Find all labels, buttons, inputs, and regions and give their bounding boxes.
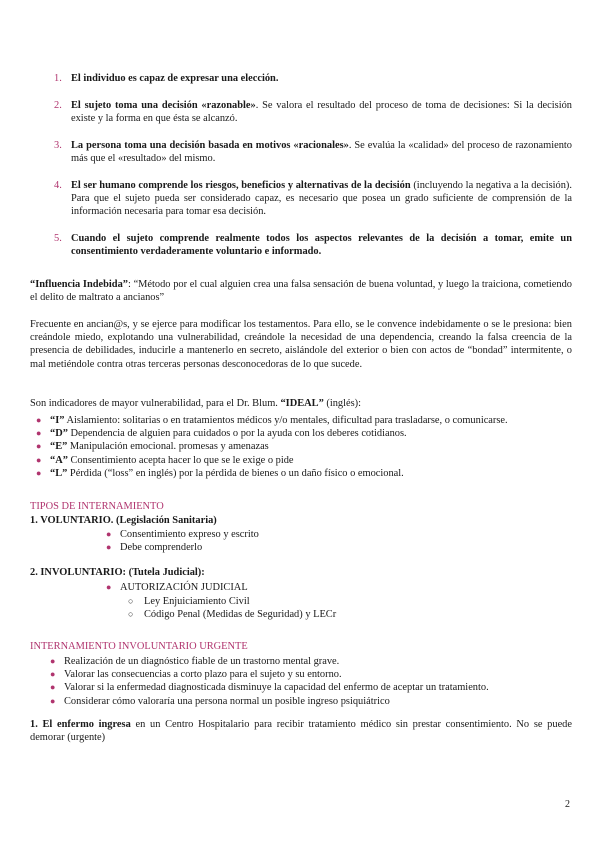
ideal-text: Dependencia de alguien para cuidados o por la ayuda con los deberes cotidianos.: [67, 428, 407, 440]
involuntario-subitem-text: Ley Enjuiciamiento Civil: [144, 596, 250, 607]
ideal-text: Aislamiento: solitarias o en tratamientos médicos y/o mentales, dificultad para trasladarse, o comunicarse.: [64, 415, 508, 426]
voluntario-item-text: Consentimiento expreso y escrito: [120, 529, 259, 540]
ideal-item: [30, 454, 572, 467]
ideal-text: Pérdida (“loss” en inglés) por la pérdida de bienes o un daño físico o emocional.: [67, 467, 404, 479]
criterion-bold: La persona toma una decisión basada en motivos «racionales»: [71, 139, 349, 151]
criterion-number: 2.: [54, 99, 62, 111]
criterion-bold: El ser humano comprende los riesgos, beneficios y alternativas de la decisión: [71, 179, 411, 191]
ideal-letter: “D”: [50, 428, 68, 440]
criterion-text: . Se valora el resultado del proceso de toma de decisiones: Si la decisión existe y la forma en que ésta se alcanzó.: [71, 99, 572, 124]
ideal-text: Manipulación emocional. promesas y amenazas: [67, 441, 269, 453]
criterion-text: . Se evalúa la «calidad» del proceso de razonamiento más que el «resultado» del mismo.: [71, 139, 572, 164]
criterion-item: [54, 232, 572, 258]
ideal-letter: “L”: [50, 467, 68, 479]
criterion-item: [54, 179, 572, 219]
ideal-item: [30, 467, 572, 480]
voluntario-item: [100, 528, 570, 541]
involuntario-item-text: AUTORIZACIÓN JUDICIAL: [120, 582, 248, 593]
ideal-letter: “E”: [50, 441, 68, 453]
bullet-icon: ●: [36, 415, 42, 425]
ideal-intro: [30, 397, 572, 410]
urgente-item: [44, 695, 570, 708]
urgente-item: [44, 668, 570, 681]
involuntario-subitem: [128, 608, 568, 621]
bullet-icon: ●: [50, 695, 56, 706]
ingreso-text: en un Centro Hospitalario para recibir tratamiento médico sin prestar consentimiento. No se puede demorar (urgente): [30, 719, 572, 744]
urgente-item-text: Considerar cómo valoraría una persona normal un posible ingreso psiquiátrico: [64, 695, 390, 707]
criterion-bold: El sujeto toma una decisión «razonable»: [71, 99, 256, 111]
bullet-icon: ●: [50, 682, 56, 693]
tipos-heading: TIPOS DE INTERNAMIENTO: [30, 501, 164, 512]
criterion-number: 3.: [54, 139, 62, 151]
criterion-number: 4.: [54, 179, 62, 191]
bullet-icon: ●: [50, 669, 56, 680]
criterion-item: [54, 139, 572, 165]
criterion-text: (incluyendo la negativa a la decisión). Para que el sujeto pueda ser considerado capaz, es necesario que posea un grado suficiente de comprensión de la información necesaria para tomar esa decisión.: [71, 179, 572, 217]
bullet-icon: ●: [106, 542, 112, 553]
ideal-intro-end: (inglés):: [323, 398, 362, 409]
involuntario-sublist: [128, 595, 568, 621]
voluntario-item-text: Debe comprenderlo: [120, 542, 203, 554]
bullet-icon: ●: [106, 529, 112, 539]
bullet-icon: ●: [36, 467, 42, 478]
criterion-item: [54, 99, 572, 125]
page-number: 2: [565, 799, 570, 810]
ideal-letter: “A”: [50, 454, 68, 466]
bullet-icon: ●: [50, 656, 56, 666]
bullet-icon: ●: [106, 582, 112, 592]
ingreso-paragraph: [30, 718, 572, 744]
urgente-item-text: Realización de un diagnóstico fiable de un trastorno mental grave.: [64, 656, 340, 667]
voluntario-title: [30, 514, 572, 527]
circle-bullet-icon: ○: [128, 596, 134, 606]
urgente-list: [44, 655, 570, 708]
involuntario-subitem: [128, 595, 568, 608]
ideal-item: [30, 440, 572, 453]
ideal-item: [30, 414, 572, 427]
urgente-heading: INTERNAMIENTO INVOLUNTARIO URGENTE: [30, 641, 248, 652]
criterion-number: 5.: [54, 232, 62, 244]
urgente-item-text: Valorar las consecuencias a corto plazo para el sujeto y su entorno.: [64, 669, 342, 681]
ideal-text: Consentimiento acepta hacer lo que se le exige o pide: [67, 454, 294, 466]
bullet-icon: ●: [36, 454, 42, 465]
urgente-item: [44, 655, 570, 668]
bullet-icon: ●: [36, 441, 42, 452]
voluntario-list: [100, 528, 570, 554]
criterion-item: [54, 72, 572, 85]
voluntario-item: [100, 541, 570, 554]
urgente-item-text: Valorar si la enfermedad diagnosticada disminuye la capacidad del enfermo de aceptar un tratamiento.: [64, 682, 489, 694]
voluntario-title-text: 1. VOLUNTARIO. (Legislación Sanitaria): [30, 515, 217, 526]
capacity-criteria-list: [54, 72, 572, 272]
criterion-bold: El individuo es capaz de expresar una elección.: [71, 73, 279, 84]
involuntario-list: [100, 581, 570, 594]
influencia-term: “Influencia Indebida”: [30, 279, 128, 290]
circle-bullet-icon: ○: [128, 609, 134, 620]
involuntario-title-text: 2. INVOLUNTARIO: (Tutela Judicial):: [30, 567, 205, 578]
involuntario-title: [30, 566, 572, 579]
ideal-intro-text: Son indicadores de mayor vulnerabilidad, para el Dr. Blum.: [30, 398, 281, 409]
urgente-item: [44, 681, 570, 694]
ideal-list: [30, 414, 572, 480]
frecuente-paragraph: Frecuente en ancian@s, y se ejerce para modificar los testamentos. Para ello, se le convence indebidamente o se le presiona: bien creándole miedo, explotando una vulnerabilidad, creándole la necesidad de una dependencia, creando la falsa creencia de la presencia de debilidades, inducirle a mantenerlo en secreto, aislándole del exterior o bien con actos de “bondad” intermitente, o mal metiéndole contra otras terceras personas desconocedoras de lo que sucede.: [30, 319, 572, 370]
bullet-icon: ●: [36, 428, 42, 439]
involuntario-item: [100, 581, 570, 594]
ideal-item: [30, 427, 572, 440]
criterion-number: 1.: [54, 73, 62, 84]
involuntario-subitem-text: Código Penal (Medidas de Seguridad) y LECr: [144, 609, 337, 621]
influencia-text: : “Método por el cual alguien crea una falsa sensación de buena voluntad, y luego la traiciona, cometiendo el delito de maltrato a ancianos”: [30, 279, 572, 304]
ideal-acronym: “IDEAL”: [280, 398, 324, 409]
ingreso-bold: 1. El enfermo ingresa: [30, 719, 131, 730]
criterion-bold: Cuando el sujeto comprende realmente todos los aspectos relevantes de la decisión a tomar, emite un consentimiento verdaderamente voluntario e informado.: [71, 232, 572, 257]
ideal-letter: “I”: [50, 415, 65, 426]
influencia-definition: [30, 278, 572, 304]
